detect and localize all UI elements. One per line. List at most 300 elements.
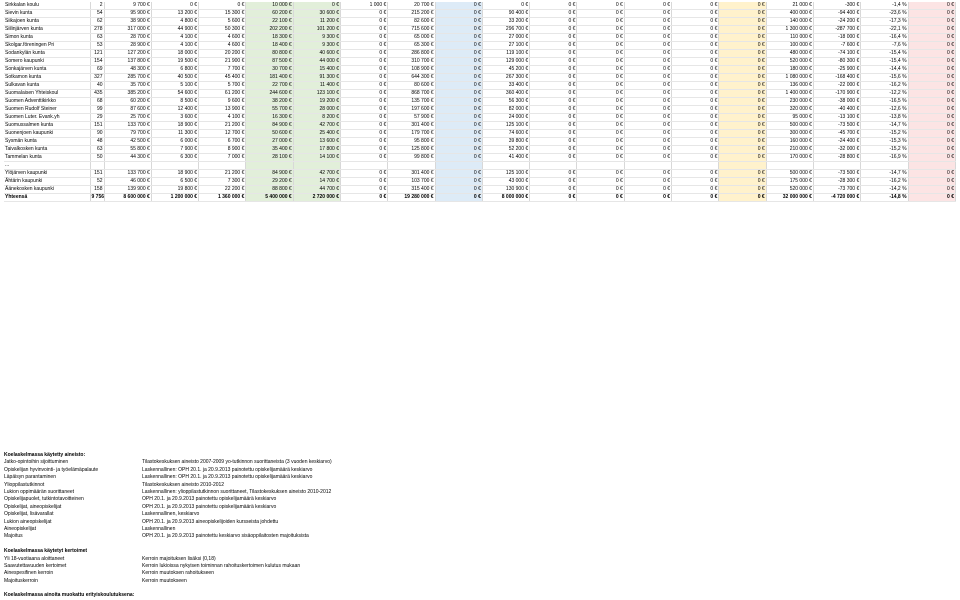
value-cell[interactable]: 244 600 €: [246, 90, 293, 98]
value-cell[interactable]: -15,6 %: [861, 74, 908, 82]
value-cell[interactable]: 0 €: [340, 130, 387, 138]
value-cell[interactable]: 1 200 000 €: [151, 194, 198, 202]
value-cell[interactable]: -7 600 €: [813, 42, 860, 50]
value-cell[interactable]: 12 700 €: [199, 130, 246, 138]
value-cell[interactable]: 80 600 €: [388, 82, 435, 90]
value-cell[interactable]: 38 200 €: [246, 98, 293, 106]
value-cell[interactable]: 0 €: [577, 138, 624, 146]
value-cell[interactable]: -16,9 %: [861, 154, 908, 162]
value-cell[interactable]: 39 800 €: [482, 138, 529, 146]
value-cell[interactable]: 0 €: [530, 66, 577, 74]
value-cell[interactable]: 99 800 €: [388, 154, 435, 162]
value-cell[interactable]: 644 300 €: [388, 74, 435, 82]
value-cell[interactable]: 11 400 €: [293, 82, 340, 90]
row-label-cell[interactable]: Taivalkosken kunta: [4, 146, 90, 154]
value-cell[interactable]: 130 900 €: [482, 186, 529, 194]
value-cell[interactable]: 0 €: [340, 98, 387, 106]
value-cell[interactable]: 0 €: [908, 114, 955, 122]
value-cell[interactable]: -22,1 %: [861, 26, 908, 34]
value-cell[interactable]: 30 600 €: [293, 10, 340, 18]
value-cell[interactable]: 21 200 €: [199, 122, 246, 130]
value-cell[interactable]: 0 €: [340, 34, 387, 42]
value-cell[interactable]: 6 000 €: [151, 138, 198, 146]
value-cell[interactable]: 0 €: [908, 170, 955, 178]
value-cell[interactable]: 82 000 €: [482, 106, 529, 114]
value-cell[interactable]: 0 €: [530, 194, 577, 202]
value-cell[interactable]: 82 600 €: [388, 18, 435, 26]
value-cell[interactable]: 44 700 €: [293, 186, 340, 194]
value-cell[interactable]: 55 800 €: [104, 146, 151, 154]
value-cell[interactable]: 0 €: [719, 170, 766, 178]
value-cell[interactable]: [719, 162, 766, 170]
value-cell[interactable]: 0 €: [624, 74, 671, 82]
value-cell[interactable]: 0 €: [577, 130, 624, 138]
value-cell[interactable]: 0 €: [435, 26, 482, 34]
value-cell[interactable]: 715 600 €: [388, 26, 435, 34]
value-cell[interactable]: 285 700 €: [104, 74, 151, 82]
value-cell[interactable]: 0 €: [340, 18, 387, 26]
value-cell[interactable]: -15,3 %: [861, 138, 908, 146]
value-cell[interactable]: 0 €: [530, 2, 577, 10]
value-cell[interactable]: 0 €: [624, 146, 671, 154]
value-cell[interactable]: 1 080 000 €: [766, 74, 813, 82]
value-cell[interactable]: 0 €: [624, 90, 671, 98]
value-cell[interactable]: 0 €: [530, 106, 577, 114]
value-cell[interactable]: 18 900 €: [151, 170, 198, 178]
value-cell[interactable]: 301 400 €: [388, 170, 435, 178]
value-cell[interactable]: 79 700 €: [104, 130, 151, 138]
value-cell[interactable]: 197 600 €: [388, 106, 435, 114]
row-label-cell[interactable]: Skolgar.föreningen Pri: [4, 42, 90, 50]
value-cell[interactable]: 0 €: [624, 98, 671, 106]
value-cell[interactable]: 13 900 €: [199, 106, 246, 114]
value-cell[interactable]: 12 400 €: [151, 106, 198, 114]
value-cell[interactable]: 0 €: [719, 122, 766, 130]
value-cell[interactable]: -38 000 €: [813, 98, 860, 106]
value-cell[interactable]: 11 300 €: [151, 130, 198, 138]
value-cell[interactable]: 18 300 €: [246, 34, 293, 42]
value-cell[interactable]: 19 800 €: [151, 186, 198, 194]
value-cell[interactable]: 4 100 €: [151, 34, 198, 42]
value-cell[interactable]: 0 €: [908, 26, 955, 34]
value-cell[interactable]: 5 700 €: [199, 82, 246, 90]
value-cell[interactable]: 28 000 €: [293, 106, 340, 114]
value-cell[interactable]: 60 200 €: [104, 98, 151, 106]
value-cell[interactable]: [90, 162, 104, 170]
value-cell[interactable]: 0 €: [340, 114, 387, 122]
value-cell[interactable]: 62: [90, 18, 104, 26]
value-cell[interactable]: 0 €: [577, 50, 624, 58]
value-cell[interactable]: 0 €: [530, 98, 577, 106]
value-cell[interactable]: 400 000 €: [766, 10, 813, 18]
value-cell[interactable]: 6 500 €: [151, 178, 198, 186]
value-cell[interactable]: 0 €: [435, 170, 482, 178]
value-cell[interactable]: 0 €: [530, 138, 577, 146]
value-cell[interactable]: 160 000 €: [766, 138, 813, 146]
value-cell[interactable]: -24 200 €: [813, 18, 860, 26]
value-cell[interactable]: 4 100 €: [151, 42, 198, 50]
value-cell[interactable]: 0 €: [340, 90, 387, 98]
value-cell[interactable]: 8 200 €: [293, 114, 340, 122]
value-cell[interactable]: 0 €: [908, 74, 955, 82]
value-cell[interactable]: 0 €: [719, 74, 766, 82]
value-cell[interactable]: 0 €: [719, 114, 766, 122]
value-cell[interactable]: 29 200 €: [246, 178, 293, 186]
value-cell[interactable]: -73 700 €: [813, 186, 860, 194]
row-label-cell[interactable]: Suomussalmen kunta: [4, 122, 90, 130]
value-cell[interactable]: 0 €: [435, 2, 482, 10]
value-cell[interactable]: 18 000 €: [151, 50, 198, 58]
value-cell[interactable]: 27 000 €: [482, 34, 529, 42]
value-cell[interactable]: -45 700 €: [813, 130, 860, 138]
value-cell[interactable]: 0 €: [908, 66, 955, 74]
value-cell[interactable]: -16,4 %: [861, 34, 908, 42]
value-cell[interactable]: 8 900 €: [199, 146, 246, 154]
value-cell[interactable]: 0 €: [530, 114, 577, 122]
value-cell[interactable]: 0 €: [577, 154, 624, 162]
value-cell[interactable]: 29: [90, 114, 104, 122]
value-cell[interactable]: 44 000 €: [293, 58, 340, 66]
value-cell[interactable]: 300 000 €: [766, 130, 813, 138]
value-cell[interactable]: 6 800 €: [151, 66, 198, 74]
value-cell[interactable]: 230 000 €: [766, 98, 813, 106]
value-cell[interactable]: 9 600 €: [199, 98, 246, 106]
value-cell[interactable]: 9 756: [91, 194, 105, 200]
value-cell[interactable]: 1 360 000 €: [199, 194, 246, 202]
value-cell[interactable]: 0 €: [530, 42, 577, 50]
value-cell[interactable]: 0 €: [530, 58, 577, 66]
value-cell[interactable]: 0 €: [577, 42, 624, 50]
value-cell[interactable]: 10 000 €: [246, 2, 293, 10]
value-cell[interactable]: 125 800 €: [388, 146, 435, 154]
value-cell[interactable]: 0 €: [530, 186, 577, 194]
value-cell[interactable]: 42 700 €: [293, 122, 340, 130]
value-cell[interactable]: 74 600 €: [482, 130, 529, 138]
value-cell[interactable]: 0 €: [435, 58, 482, 66]
value-cell[interactable]: 19 500 €: [151, 58, 198, 66]
value-cell[interactable]: 55 700 €: [246, 106, 293, 114]
value-cell[interactable]: 35 700 €: [104, 82, 151, 90]
value-cell[interactable]: 520 000 €: [766, 58, 813, 66]
value-cell[interactable]: 22 200 €: [199, 186, 246, 194]
value-cell[interactable]: 0 €: [340, 42, 387, 50]
value-cell[interactable]: 15 300 €: [199, 10, 246, 18]
value-cell[interactable]: 385 200 €: [104, 90, 151, 98]
value-cell[interactable]: 0 €: [340, 82, 387, 90]
value-cell[interactable]: 54 600 €: [151, 90, 198, 98]
value-cell[interactable]: 0 €: [624, 10, 671, 18]
value-cell[interactable]: -40 400 €: [813, 106, 860, 114]
value-cell[interactable]: 0 €: [530, 130, 577, 138]
value-cell[interactable]: 0 €: [435, 178, 482, 186]
value-cell[interactable]: 0 €: [435, 18, 482, 26]
value-cell[interactable]: 63: [90, 146, 104, 154]
value-cell[interactable]: -168 400 €: [813, 74, 860, 82]
value-cell[interactable]: 119 100 €: [482, 50, 529, 58]
value-cell[interactable]: 0 €: [672, 194, 719, 202]
value-cell[interactable]: 52 200 €: [482, 146, 529, 154]
value-cell[interactable]: 0 €: [577, 66, 624, 74]
value-cell[interactable]: 18 400 €: [246, 42, 293, 50]
value-cell[interactable]: 0 €: [672, 146, 719, 154]
value-cell[interactable]: 181 400 €: [246, 74, 293, 82]
value-cell[interactable]: [577, 162, 624, 170]
value-cell[interactable]: 129 000 €: [482, 58, 529, 66]
value-cell[interactable]: 0 €: [908, 154, 955, 162]
value-cell[interactable]: -14,7 %: [861, 170, 908, 178]
value-cell[interactable]: 0 €: [719, 58, 766, 66]
value-cell[interactable]: 38 900 €: [104, 18, 151, 26]
value-cell[interactable]: -13 100 €: [813, 114, 860, 122]
value-cell[interactable]: 0 €: [908, 2, 955, 10]
value-cell[interactable]: 48 300 €: [104, 66, 151, 74]
value-cell[interactable]: 9 700 €: [104, 2, 151, 10]
row-label-cell[interactable]: Sysmän kunta: [4, 138, 90, 146]
value-cell[interactable]: 87 500 €: [246, 58, 293, 66]
value-cell[interactable]: 43 000 €: [482, 178, 529, 186]
value-cell[interactable]: -73 500 €: [813, 122, 860, 130]
value-cell[interactable]: 0 €: [719, 18, 766, 26]
value-cell[interactable]: 0 €: [530, 170, 577, 178]
value-cell[interactable]: 0 €: [530, 34, 577, 42]
value-cell[interactable]: 0 €: [340, 170, 387, 178]
value-cell[interactable]: 0 €: [530, 90, 577, 98]
value-cell[interactable]: 9 300 €: [293, 42, 340, 50]
value-cell[interactable]: 110 000 €: [766, 34, 813, 42]
value-cell[interactable]: 0 €: [908, 194, 955, 202]
value-cell[interactable]: 0 €: [672, 34, 719, 42]
value-cell[interactable]: 0 €: [577, 170, 624, 178]
value-cell[interactable]: 175 000 €: [766, 178, 813, 186]
value-cell[interactable]: 11 200 €: [293, 18, 340, 26]
value-cell[interactable]: 0 €: [577, 34, 624, 42]
value-cell[interactable]: 4 600 €: [199, 34, 246, 42]
value-cell[interactable]: 44 900 €: [151, 26, 198, 34]
value-cell[interactable]: 0 €: [340, 66, 387, 74]
value-cell[interactable]: 0 €: [199, 2, 246, 10]
value-cell[interactable]: 0 €: [340, 106, 387, 114]
row-label-cell[interactable]: Sotkamon kunta: [4, 74, 90, 82]
value-cell[interactable]: 315 400 €: [388, 186, 435, 194]
value-cell[interactable]: 121: [90, 50, 104, 58]
value-cell[interactable]: 0 €: [719, 146, 766, 154]
value-cell[interactable]: 63: [90, 34, 104, 42]
value-cell[interactable]: 0 €: [435, 98, 482, 106]
value-cell[interactable]: 0 €: [435, 50, 482, 58]
value-cell[interactable]: 8 500 €: [151, 98, 198, 106]
value-cell[interactable]: 7 000 €: [199, 154, 246, 162]
row-label-cell[interactable]: Suomen Rudolf Steiner: [4, 106, 90, 114]
row-label-cell[interactable]: Suonenjoen kaupunki: [4, 130, 90, 138]
value-cell[interactable]: 35 400 €: [246, 146, 293, 154]
row-label-cell[interactable]: Suomen Adventtikirkko: [4, 98, 90, 106]
value-cell[interactable]: 133 700 €: [104, 170, 151, 178]
value-cell[interactable]: 125 100 €: [482, 170, 529, 178]
value-cell[interactable]: 0 €: [672, 50, 719, 58]
value-cell[interactable]: 480 000 €: [766, 50, 813, 58]
value-cell[interactable]: 0 €: [908, 146, 955, 154]
value-cell[interactable]: 0 €: [435, 10, 482, 18]
value-cell[interactable]: 0 €: [719, 98, 766, 106]
value-cell[interactable]: 133 700 €: [104, 122, 151, 130]
value-cell[interactable]: 0 €: [340, 10, 387, 18]
value-cell[interactable]: 0 €: [340, 50, 387, 58]
value-cell[interactable]: -12,6 %: [861, 106, 908, 114]
row-label-cell[interactable]: Somero kaupunki: [4, 58, 90, 66]
value-cell[interactable]: 0 €: [624, 122, 671, 130]
value-cell[interactable]: 0 €: [719, 50, 766, 58]
value-cell[interactable]: 0 €: [577, 74, 624, 82]
value-cell[interactable]: -12,2 %: [861, 90, 908, 98]
value-cell[interactable]: 6 300 €: [151, 154, 198, 162]
value-cell[interactable]: [151, 162, 198, 170]
value-cell[interactable]: 0 €: [719, 90, 766, 98]
value-cell[interactable]: 45 400 €: [199, 74, 246, 82]
value-cell[interactable]: 40 600 €: [293, 50, 340, 58]
value-cell[interactable]: 16 300 €: [246, 114, 293, 122]
value-cell[interactable]: 0 €: [672, 154, 719, 162]
value-cell[interactable]: -287 700 €: [813, 26, 860, 34]
value-cell[interactable]: 88 800 €: [246, 186, 293, 194]
value-cell[interactable]: 0 €: [719, 106, 766, 114]
value-cell[interactable]: 520 000 €: [766, 186, 813, 194]
value-cell[interactable]: 0 €: [577, 146, 624, 154]
value-cell[interactable]: 0 €: [719, 178, 766, 186]
value-cell[interactable]: 0 €: [908, 178, 955, 186]
value-cell[interactable]: 0 €: [719, 194, 766, 202]
value-cell[interactable]: 0 €: [624, 114, 671, 122]
value-cell[interactable]: 202 200 €: [246, 26, 293, 34]
value-cell[interactable]: -24 400 €: [813, 138, 860, 146]
value-cell[interactable]: 0 €: [530, 26, 577, 34]
value-cell[interactable]: 21 000 €: [766, 2, 813, 10]
value-cell[interactable]: 0 €: [908, 106, 955, 114]
value-cell[interactable]: 0 €: [577, 26, 624, 34]
value-cell[interactable]: 0 €: [435, 66, 482, 74]
value-cell[interactable]: 56 300 €: [482, 98, 529, 106]
row-label-cell[interactable]: Sodankylän kunta: [4, 50, 90, 58]
value-cell[interactable]: 0 €: [482, 2, 529, 10]
value-cell[interactable]: 45 200 €: [482, 66, 529, 74]
value-cell[interactable]: 151: [90, 170, 104, 178]
value-cell[interactable]: -94 400 €: [813, 10, 860, 18]
row-label-cell[interactable]: Sirkkalan koulu: [4, 2, 90, 10]
row-label-cell[interactable]: Sulkavan kunta: [4, 82, 90, 90]
value-cell[interactable]: 13 600 €: [293, 138, 340, 146]
value-cell[interactable]: 0 €: [530, 146, 577, 154]
value-cell[interactable]: 0 €: [530, 10, 577, 18]
value-cell[interactable]: 44 300 €: [104, 154, 151, 162]
value-cell[interactable]: [908, 162, 955, 170]
value-cell[interactable]: 0 €: [719, 66, 766, 74]
row-label-cell[interactable]: Äänekosken kaupunki: [4, 186, 90, 194]
value-cell[interactable]: 18 900 €: [151, 122, 198, 130]
value-cell[interactable]: 286 800 €: [388, 50, 435, 58]
value-cell[interactable]: 0 €: [530, 154, 577, 162]
value-cell[interactable]: 127 200 €: [104, 50, 151, 58]
value-cell[interactable]: 5 600 €: [199, 18, 246, 26]
value-cell[interactable]: -14,8 %: [861, 194, 908, 202]
value-cell[interactable]: 151: [90, 122, 104, 130]
value-cell[interactable]: 0 €: [672, 26, 719, 34]
value-cell[interactable]: 179 700 €: [388, 130, 435, 138]
value-cell[interactable]: 0 €: [340, 154, 387, 162]
value-cell[interactable]: 54: [90, 10, 104, 18]
value-cell[interactable]: 65 000 €: [388, 34, 435, 42]
value-cell[interactable]: 0 €: [435, 74, 482, 82]
value-cell[interactable]: 20 700 €: [388, 2, 435, 10]
value-cell[interactable]: 0 €: [672, 122, 719, 130]
value-cell[interactable]: 317 000 €: [104, 26, 151, 34]
value-cell[interactable]: 19 280 000 €: [388, 194, 435, 202]
value-cell[interactable]: 0 €: [624, 26, 671, 34]
value-cell[interactable]: 0 €: [908, 18, 955, 26]
row-label-cell[interactable]: Ähtärin kaupunki: [4, 178, 90, 186]
value-cell[interactable]: 0 €: [530, 82, 577, 90]
value-cell[interactable]: 0 €: [340, 146, 387, 154]
value-cell[interactable]: 0 €: [530, 18, 577, 26]
value-cell[interactable]: 0 €: [577, 2, 624, 10]
value-cell[interactable]: -28 300 €: [813, 178, 860, 186]
value-cell[interactable]: 0 €: [340, 74, 387, 82]
value-cell[interactable]: 30 700 €: [246, 66, 293, 74]
value-cell[interactable]: 360 400 €: [482, 90, 529, 98]
value-cell[interactable]: 0 €: [624, 154, 671, 162]
value-cell[interactable]: 0 €: [672, 18, 719, 26]
value-cell[interactable]: 0 €: [719, 42, 766, 50]
value-cell[interactable]: 0 €: [908, 82, 955, 90]
value-cell[interactable]: -73 500 €: [813, 170, 860, 178]
value-cell[interactable]: [530, 162, 577, 170]
value-cell[interactable]: -74 100 €: [813, 50, 860, 58]
value-cell[interactable]: 0 €: [719, 130, 766, 138]
value-cell[interactable]: 0 €: [672, 66, 719, 74]
value-cell[interactable]: 0 €: [530, 74, 577, 82]
value-cell[interactable]: -16,5 %: [861, 98, 908, 106]
value-cell[interactable]: 0 €: [908, 58, 955, 66]
value-cell[interactable]: -15,4 %: [861, 50, 908, 58]
value-cell[interactable]: 267 300 €: [482, 74, 529, 82]
value-cell[interactable]: 135 700 €: [388, 98, 435, 106]
value-cell[interactable]: -16,2 %: [861, 178, 908, 186]
value-cell[interactable]: 0 €: [577, 178, 624, 186]
value-cell[interactable]: 310 700 €: [388, 58, 435, 66]
value-cell[interactable]: 33 200 €: [482, 18, 529, 26]
value-cell[interactable]: 90: [90, 130, 104, 138]
value-cell[interactable]: 19 200 €: [293, 98, 340, 106]
value-cell[interactable]: 0 €: [908, 98, 955, 106]
row-label-cell[interactable]: Yhteensä: [4, 194, 90, 202]
value-cell[interactable]: 0 €: [435, 90, 482, 98]
row-label-cell[interactable]: Simon kunta: [4, 34, 90, 42]
value-cell[interactable]: 0 €: [624, 2, 671, 10]
value-cell[interactable]: 0 €: [672, 138, 719, 146]
value-cell[interactable]: 14 700 €: [293, 178, 340, 186]
value-cell[interactable]: 0 €: [435, 146, 482, 154]
value-cell[interactable]: 57 900 €: [388, 114, 435, 122]
value-cell[interactable]: -15,4 %: [861, 58, 908, 66]
value-cell[interactable]: 0 €: [908, 10, 955, 18]
value-cell[interactable]: 25 400 €: [293, 130, 340, 138]
value-cell[interactable]: 0 €: [672, 130, 719, 138]
value-cell[interactable]: 123 100 €: [293, 90, 340, 98]
value-cell[interactable]: 0 €: [293, 2, 340, 10]
row-label-cell[interactable]: Siikajoen kunta: [4, 18, 90, 26]
value-cell[interactable]: 7 900 €: [151, 146, 198, 154]
value-cell[interactable]: 0 €: [719, 82, 766, 90]
value-cell[interactable]: 0 €: [624, 42, 671, 50]
value-cell[interactable]: 0 €: [435, 130, 482, 138]
